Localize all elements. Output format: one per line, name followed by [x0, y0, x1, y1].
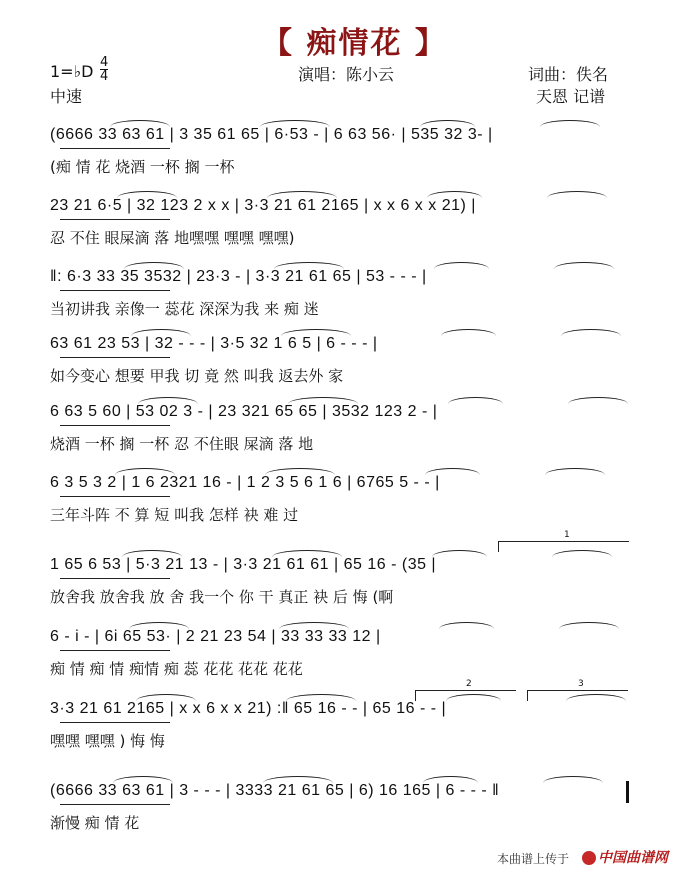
beam-line [60, 219, 170, 220]
lyrics-row: 渐慢 痴 情 花 [50, 814, 140, 832]
lyrics-row: 当初讲我 亲像一 蕊花 深深为我 来 痴 迷 [50, 300, 319, 318]
slur-mark [545, 468, 605, 475]
notation-row: (6666 33 63 61 | 3 35 61 65 | 6·53 - | 6 63 56· | 535 32 3- | [50, 126, 493, 143]
beam-line [60, 357, 170, 358]
slur-mark [274, 262, 344, 269]
beam-line [60, 425, 170, 426]
slur-mark [263, 776, 333, 783]
slur-mark [129, 622, 189, 629]
volta-number-2: 2 [466, 679, 472, 689]
slur-mark [540, 120, 600, 127]
key-signature [50, 62, 93, 81]
slur-mark [423, 776, 478, 783]
lyrics-row: 嘿嘿 嘿嘿 ) 悔 悔 [50, 732, 165, 750]
final-barline [626, 781, 629, 803]
slur-mark [441, 329, 496, 336]
slur-mark [138, 397, 198, 404]
slur-mark [559, 622, 619, 629]
slur-mark [113, 776, 173, 783]
singer-label: 演唱：陈小云 [298, 65, 395, 84]
notation-row: 1 65 6 53 | 5·3 21 13 - | 3·3 21 61 61 | 65 16 - (35 | [50, 556, 437, 573]
slur-mark [279, 622, 349, 629]
slur-mark [432, 550, 487, 557]
notation-row: ‖: 6·3 33 35 3532 | 23·3 - | 3·3 21 61 65 | 53 - - - | [50, 268, 427, 285]
beam-line [60, 804, 170, 805]
slur-mark [286, 694, 356, 701]
time-signature [100, 56, 108, 83]
lyrics-row: 痴 情 痴 情 痴情 痴 蕊 花花 花花 花花 [50, 660, 303, 678]
slur-mark [561, 329, 621, 336]
volta-number-3: 3 [578, 679, 584, 689]
lyrics-row: 三年斗阵 不 算 短 叫我 怎样 袂 难 过 [50, 506, 299, 524]
lyrics-row: 放舍我 放舍我 放 舍 我一个 你 干 真正 袂 后 悔 (啊 [50, 588, 394, 606]
slur-mark [427, 191, 482, 198]
notation-row: 6 3 5 3 2 | 1 6 2321 16 - | 1 2 3 5 6 1 6 | 6765 5 - - | [50, 474, 440, 491]
notation-row: (6666 33 63 61 | 3 - - - | 3333 21 61 65 | 6) 16 165 | 6 - - - ‖ [50, 782, 500, 799]
lyricist-label: 词曲：佚名 [528, 65, 609, 84]
beam-line [60, 722, 170, 723]
tempo-label: 中速 [50, 87, 83, 106]
site-logo[interactable] [582, 847, 668, 867]
notation-row: 6 63 5 60 | 53 02 3 - | 23 321 65 65 | 3532 123 2 - | [50, 403, 438, 420]
volta-bracket-3 [527, 679, 628, 701]
lyrics-row: (痴 情 花 烧酒 一杯 搁 一杯 [50, 158, 235, 176]
notation-row: 3·3 21 61 2165 | x x 6 x x 21) :‖ 65 16 - - | 65 16 - - | [50, 700, 447, 717]
notation-row: 23 21 6·5 | 32 123 2 x x | 3·3 21 61 2165 | x x 6 x x 21) | [50, 197, 476, 214]
slur-mark [136, 694, 196, 701]
key-label: 1=♭D [50, 62, 94, 81]
slur-mark [260, 120, 330, 127]
volta-bracket-1 [498, 530, 629, 552]
slur-mark [288, 397, 358, 404]
slur-mark [425, 468, 480, 475]
lyrics-row: 烧酒 一杯 搁 一杯 忍 不住眼 屎滴 落 地 [50, 435, 314, 453]
beam-line [60, 578, 170, 579]
slur-mark [265, 468, 335, 475]
notation-row: 63 61 23 53 | 32 - - - | 3·5 32 1 6 5 | 6 - - - | [50, 335, 378, 352]
lyrics-row: 如今变心 想要 甲我 切 竟 然 叫我 返去外 家 [50, 367, 344, 385]
slur-mark [281, 329, 351, 336]
time-sig-top: 4 [100, 55, 109, 70]
slur-mark [434, 262, 489, 269]
footer-text: 本曲谱上传于 [497, 852, 570, 866]
page-title: 【 痴情花 】 [262, 26, 447, 61]
beam-line [60, 496, 170, 497]
slur-mark [115, 468, 175, 475]
slur-mark [267, 191, 337, 198]
slur-mark [117, 191, 177, 198]
slur-mark [448, 397, 503, 404]
slur-mark [439, 622, 494, 629]
slur-mark [122, 550, 182, 557]
time-sig-bottom: 4 [100, 69, 109, 84]
transcriber-label: 天恩 记谱 [536, 87, 606, 106]
slur-mark [272, 550, 342, 557]
beam-line [60, 148, 170, 149]
volta-number-1: 1 [564, 530, 570, 540]
slur-mark [110, 120, 170, 127]
volta-bracket-2 [415, 679, 516, 701]
slur-mark [131, 329, 191, 336]
slur-mark [568, 397, 628, 404]
slur-mark [547, 191, 607, 198]
logo-text: 中国曲谱网 [598, 850, 668, 866]
beam-line [60, 650, 170, 651]
slur-mark [124, 262, 184, 269]
slur-mark [420, 120, 475, 127]
slur-mark [543, 776, 603, 783]
beam-line [60, 290, 170, 291]
logo-icon [582, 851, 596, 865]
slur-mark [554, 262, 614, 269]
lyrics-row: 忍 不住 眼屎滴 落 地嘿嘿 嘿嘿 嘿嘿) [50, 229, 295, 247]
notation-row: 6 - i - | 6i 65 53· | 2 21 23 54 | 33 33 33 12 | [50, 628, 381, 645]
